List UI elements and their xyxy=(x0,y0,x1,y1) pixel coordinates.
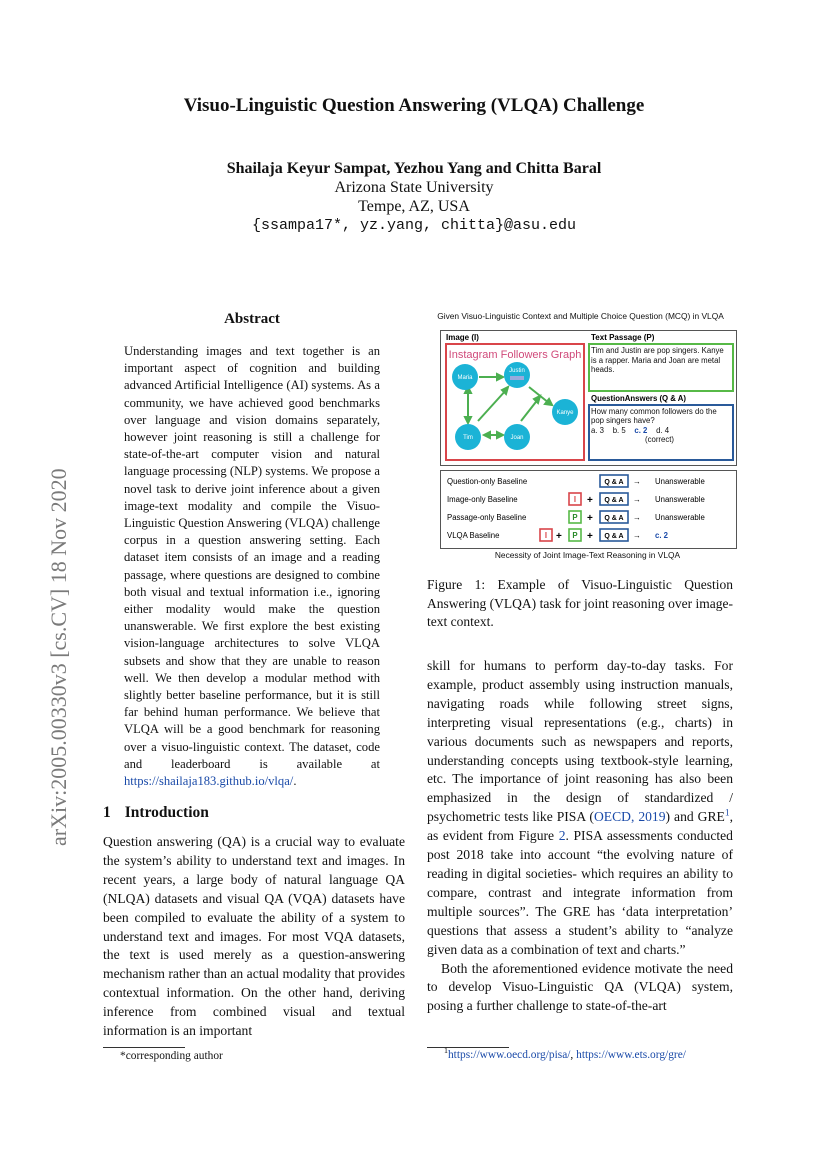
text-run: . PISA assessments conducted post 2018 take into account “the evolving nature of reading in digital societies- which requires an ability to compare, contrast and integrate information from multiple sources”. The GRE has ‘data interpretation’ questions that assess a student’s ability to “analyze given data as a combination of text and charts.” xyxy=(427,828,733,957)
abstract-body xyxy=(124,343,380,790)
figure-caption: Figure 1: Example of Visuo-Linguistic Question Answering (VLQA) task for joint reasoning over image-text context. xyxy=(427,577,733,630)
right-column-text xyxy=(427,657,733,1016)
qa-label: QuestionAnswers (Q & A) xyxy=(591,394,687,403)
arrow-icon: → xyxy=(633,495,641,504)
graph-title: Instagram Followers Graph xyxy=(448,349,582,361)
figure-context-panel xyxy=(440,330,737,466)
baseline-row-question xyxy=(447,475,705,487)
node-label-maria: Maria xyxy=(457,375,473,381)
abstract-heading: Abstract xyxy=(224,311,280,327)
baseline-result: c. 2 xyxy=(655,531,669,540)
baseline-result: Unanswerable xyxy=(655,513,705,522)
passage-label: Text Passage (P) xyxy=(591,333,655,342)
separator: , xyxy=(570,1049,577,1061)
pisa-link[interactable]: https://www.oecd.org/pisa/ xyxy=(447,1049,571,1061)
author-list: Shailaja Keyur Sampat, Yezhou Yang and Chitta Baral xyxy=(226,160,602,177)
image-label: Image (I) xyxy=(446,333,479,342)
correct-marker: (correct) xyxy=(645,435,675,445)
qa-box xyxy=(591,407,731,459)
option-b: b. 5 xyxy=(612,425,626,435)
abstract-end: . xyxy=(293,774,297,789)
figure-subtitle: Necessity of Joint Image-Text Reasoning in VLQA xyxy=(494,550,681,560)
plus-icon: + xyxy=(587,513,593,524)
footnote-rule xyxy=(103,1047,185,1048)
baseline-name: Image-only Baseline xyxy=(447,495,518,504)
question-text: How many common followers do the pop singers have? xyxy=(591,407,717,426)
node-label-tim: Tim xyxy=(463,435,473,441)
footnote-mark: 1 xyxy=(444,1046,448,1056)
arrow-icon: → xyxy=(633,513,641,522)
email-line: {ssampa17*, yz.yang, chitta}@asu.edu xyxy=(251,217,577,234)
arrow-head xyxy=(497,374,503,380)
figure-title: Given Visuo-Linguistic Context and Multiple Choice Question (MCQ) in VLQA xyxy=(437,311,724,321)
arrow-icon: → xyxy=(633,531,641,540)
node-label-joan: Joan xyxy=(510,435,524,441)
text-run: ) and GRE xyxy=(665,809,725,825)
node-label-justin: Justin xyxy=(509,368,525,374)
option-c: c. 2 xyxy=(634,425,648,435)
paragraph-1 xyxy=(427,657,733,960)
text-run: skill for humans to perform day-to-day tasks. For example, product assembly using instruction manuals, navigating roads while following street signs, interpreting visual representations (e.g., charts) in various documents such as newspapers and reports, understanding concepts using textbook-style learning, etc. The importance of joint reasoning has also been emphasized in the design of standardized / psychometric tests like PISA ( xyxy=(427,658,733,825)
arrow-head xyxy=(497,432,503,438)
arxiv-identifier: arXiv:2005.00330v3 [cs.CV] 18 Nov 2020 xyxy=(46,468,71,846)
figure-baselines-panel xyxy=(440,470,737,549)
passage-box xyxy=(591,346,731,390)
baseline-row-vlqa xyxy=(447,529,669,542)
footnote-corresponding: *corresponding author xyxy=(120,1050,223,1062)
text-run: , as evident from Figure xyxy=(427,809,734,844)
citation-oecd[interactable]: OECD, 2019 xyxy=(593,809,666,825)
gre-link[interactable]: https://www.ets.org/gre/ xyxy=(576,1049,686,1061)
section-number: 1 xyxy=(103,804,111,821)
input-qa: Q & A xyxy=(604,533,624,540)
figure-context-svg xyxy=(441,331,736,465)
footnote-links xyxy=(444,1046,686,1061)
option-d: d. 4 xyxy=(656,425,670,435)
options-row xyxy=(591,426,731,435)
paragraph-2: Both the aforementioned evidence motivate the need to develop Visuo-Linguistic QA (VLQA) system, posing a further challenge to state-of-the-art xyxy=(427,960,733,1014)
baseline-result: Unanswerable xyxy=(655,477,705,486)
footnote-rule xyxy=(427,1047,509,1048)
plus-icon: + xyxy=(587,531,593,542)
input-p: P xyxy=(572,531,578,540)
location: Tempe, AZ, USA xyxy=(358,198,470,215)
baselines-svg xyxy=(441,471,736,548)
arrow-tim-justin xyxy=(478,389,507,421)
baseline-name: Question-only Baseline xyxy=(447,477,528,486)
paper-title: Visuo-Linguistic Question Answering (VLQA) Challenge xyxy=(183,95,645,116)
section-title: Introduction xyxy=(124,804,209,821)
node-justin xyxy=(504,362,530,388)
input-p: P xyxy=(572,513,578,522)
plus-icon: + xyxy=(587,495,593,506)
input-qa: Q & A xyxy=(604,497,624,504)
input-i: I xyxy=(544,531,548,540)
input-qa: Q & A xyxy=(604,515,624,522)
baseline-name: VLQA Baseline xyxy=(447,531,500,540)
passage-text: Tim and Justin are pop singers. Kanye is a rapper. Maria and Joan are metal heads. xyxy=(591,346,724,375)
arxiv-sidebar xyxy=(33,356,71,856)
arrow-icon: → xyxy=(633,477,641,486)
node-justin-smudge xyxy=(510,376,524,380)
footnote-ref[interactable]: 1 xyxy=(724,808,730,819)
introduction-text: Question answering (QA) is a crucial way to evaluate the system’s ability to understand text and images. In recent years, a large body of natural language QA (NLQA) datasets and visual QA (VQA) datasets have been compiled to evaluate the ability of a system to understand text and images. For most VQA datasets, the text is used merely as a question-answering mechanism rather than an actual modality that provides contextual information. On the other hand, deriving inference from combined visual and textual information is an important xyxy=(103,834,405,1039)
figure-ref[interactable]: 2 xyxy=(558,828,566,844)
baseline-row-image xyxy=(447,493,705,506)
baseline-name: Passage-only Baseline xyxy=(447,513,527,522)
plus-icon: + xyxy=(556,531,562,542)
node-label-kanye: Kanye xyxy=(556,410,574,416)
baseline-result: Unanswerable xyxy=(655,495,705,504)
option-a: a. 3 xyxy=(591,425,605,435)
affiliation: Arizona State University xyxy=(334,179,494,196)
section-heading-introduction xyxy=(103,804,209,822)
abstract-text: Understanding images and text together is an important aspect of cognition and building advanced Artificial Intelligence (AI) systems. As a community, we have achieved good benchmarks over language and vision domains separately, however joint reasoning is still a challenge for state-of-the-art computer vision and natural language processing (NLP) systems. We propose a novel task to derive joint inference about a given image-text modality and compile the Visuo-Linguistic Question Answering (VLQA) challenge corpus in a question answering setting. Each dataset item consists of an image and a reading passage, where questions are designed to combine both visual and textual information i.e., ignoring either modality would make the question unanswerable. We first explore the best existing vision-language architectures to solve VLQA subsets and show that they are unable to reason well. We then develop a modular method with slightly better baseline performance, but it is still far behind human performance. We believe that VLQA will be a good benchmark for reasoning over a visuo-linguistic context. The dataset, code and leaderboard is available at xyxy=(124,344,380,771)
baseline-row-passage xyxy=(447,511,705,524)
dataset-link[interactable]: https://shailaja183.github.io/vlqa/ xyxy=(124,774,294,789)
input-qa: Q & A xyxy=(604,479,624,486)
input-i: I xyxy=(573,495,577,504)
arrow-head xyxy=(465,417,471,423)
arrow-head xyxy=(484,432,490,438)
